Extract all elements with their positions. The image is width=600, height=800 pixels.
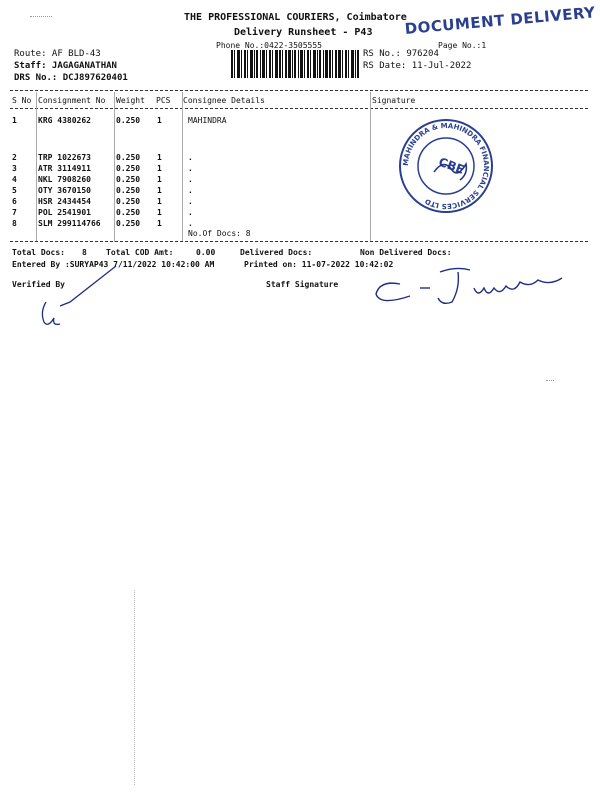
entered-by: Entered By :SURYAP43 7/11/2022 10:42:00 AM bbox=[12, 260, 215, 269]
row-pcs: 1 bbox=[157, 208, 162, 217]
scan-artifact-mark bbox=[30, 16, 52, 23]
row-weight: 0.250 bbox=[116, 208, 141, 217]
row-sno: 7 bbox=[12, 208, 17, 217]
col-divider bbox=[114, 92, 115, 242]
staff-signature-scribble bbox=[370, 262, 580, 312]
delivered-docs: Delivered Docs: bbox=[240, 248, 313, 257]
phone-number: Phone No.:0422-3505555 bbox=[216, 41, 322, 50]
header-top-rule bbox=[10, 90, 588, 91]
verified-by-signature bbox=[30, 262, 120, 332]
barcode bbox=[231, 50, 359, 78]
staff: Staff: JAGAGANATHAN bbox=[14, 61, 117, 71]
seal-graphic bbox=[394, 116, 498, 216]
row-consignee: . bbox=[188, 186, 193, 195]
company-name: THE PROFESSIONAL COURIERS, Coimbatore bbox=[184, 12, 407, 23]
col-consignee: Consignee Details bbox=[183, 96, 265, 105]
seal-ring-text: MAHINDRA & MAHINDRA FINANCIAL SERVICES LTD bbox=[401, 121, 491, 211]
col-sno: S No bbox=[12, 96, 32, 105]
seal-center-text: CBE bbox=[436, 154, 467, 177]
row-pcs: 1 bbox=[157, 197, 162, 206]
row-consignee: MAHINDRA bbox=[188, 116, 227, 125]
row-pcs: 1 bbox=[157, 186, 162, 195]
rs-date: RS Date: 11-Jul-2022 bbox=[363, 61, 472, 71]
row-consignment: NKL 7908260 bbox=[38, 175, 91, 184]
row-pcs: 1 bbox=[157, 164, 162, 173]
row-consignee: . bbox=[188, 197, 193, 206]
no-of-docs: No.Of Docs: 8 bbox=[188, 229, 251, 238]
total-cod-value: 0.00 bbox=[196, 248, 216, 257]
printed-on: Printed on: 11-07-2022 10:42:02 bbox=[244, 260, 394, 269]
row-consignment: HSR 2434454 bbox=[38, 197, 91, 206]
row-weight: 0.250 bbox=[116, 197, 141, 206]
scan-artifact-line bbox=[134, 590, 135, 785]
row-weight: 0.250 bbox=[116, 186, 141, 195]
total-cod-label: Total COD Amt: bbox=[106, 248, 174, 257]
row-weight: 0.250 bbox=[116, 219, 141, 228]
row-pcs: 1 bbox=[157, 153, 162, 162]
company-seal bbox=[394, 116, 498, 216]
row-consignee: . bbox=[188, 175, 193, 184]
row-sno: 3 bbox=[12, 164, 17, 173]
row-pcs: 1 bbox=[157, 175, 162, 184]
rs-number: RS No.: 976204 bbox=[363, 49, 439, 59]
row-weight: 0.250 bbox=[116, 175, 141, 184]
row-weight: 0.250 bbox=[116, 164, 141, 173]
row-consignment: KRG 4380262 bbox=[38, 116, 91, 125]
row-consignee: . bbox=[188, 153, 193, 162]
col-divider bbox=[182, 92, 183, 242]
runsheet-title: Delivery Runsheet - P43 bbox=[234, 27, 373, 38]
row-sno: 6 bbox=[12, 197, 17, 206]
row-sno: 1 bbox=[12, 116, 17, 125]
row-consignment: SLM 299114766 bbox=[38, 219, 101, 228]
page-number: Page No.:1 bbox=[438, 41, 487, 50]
non-delivered-docs: Non Delivered Docs: bbox=[360, 248, 452, 257]
col-signature: Signature bbox=[372, 96, 416, 105]
col-divider bbox=[36, 92, 37, 242]
drs-number: DRS No.: DCJ897620401 bbox=[14, 73, 128, 83]
total-docs-value: 8 bbox=[82, 248, 87, 257]
row-consignment: ATR 3114911 bbox=[38, 164, 91, 173]
row-consignment: TRP 1022673 bbox=[38, 153, 91, 162]
row-consignee: . bbox=[188, 208, 193, 217]
row-sno: 4 bbox=[12, 175, 17, 184]
document-delivery-stamp: DOCUMENT DELIVERY bbox=[404, 3, 597, 38]
row-sno: 8 bbox=[12, 219, 17, 228]
route: Route: AF BLD-43 bbox=[14, 49, 101, 59]
barcode-graphic bbox=[231, 50, 359, 78]
col-weight: Weight bbox=[116, 96, 145, 105]
table-bottom-rule bbox=[10, 241, 588, 242]
row-consignment: POL 2541901 bbox=[38, 208, 91, 217]
row-consignee: . bbox=[188, 164, 193, 173]
scan-artifact-mark bbox=[546, 380, 554, 385]
col-divider bbox=[370, 92, 371, 242]
col-pcs: PCS bbox=[156, 96, 171, 105]
row-pcs: 1 bbox=[157, 116, 162, 125]
row-sno: 5 bbox=[12, 186, 17, 195]
row-consignee: . bbox=[188, 219, 193, 228]
row-weight: 0.250 bbox=[116, 116, 141, 125]
row-consignment: OTY 3670150 bbox=[38, 186, 91, 195]
staff-signature-label: Staff Signature bbox=[266, 280, 339, 289]
header-bottom-rule bbox=[10, 108, 588, 109]
verified-by: Verified By bbox=[12, 280, 65, 289]
col-consignment: Consignment No bbox=[38, 96, 106, 105]
total-docs-label: Total Docs: bbox=[12, 248, 65, 257]
row-pcs: 1 bbox=[157, 219, 162, 228]
row-weight: 0.250 bbox=[116, 153, 141, 162]
row-sno: 2 bbox=[12, 153, 17, 162]
